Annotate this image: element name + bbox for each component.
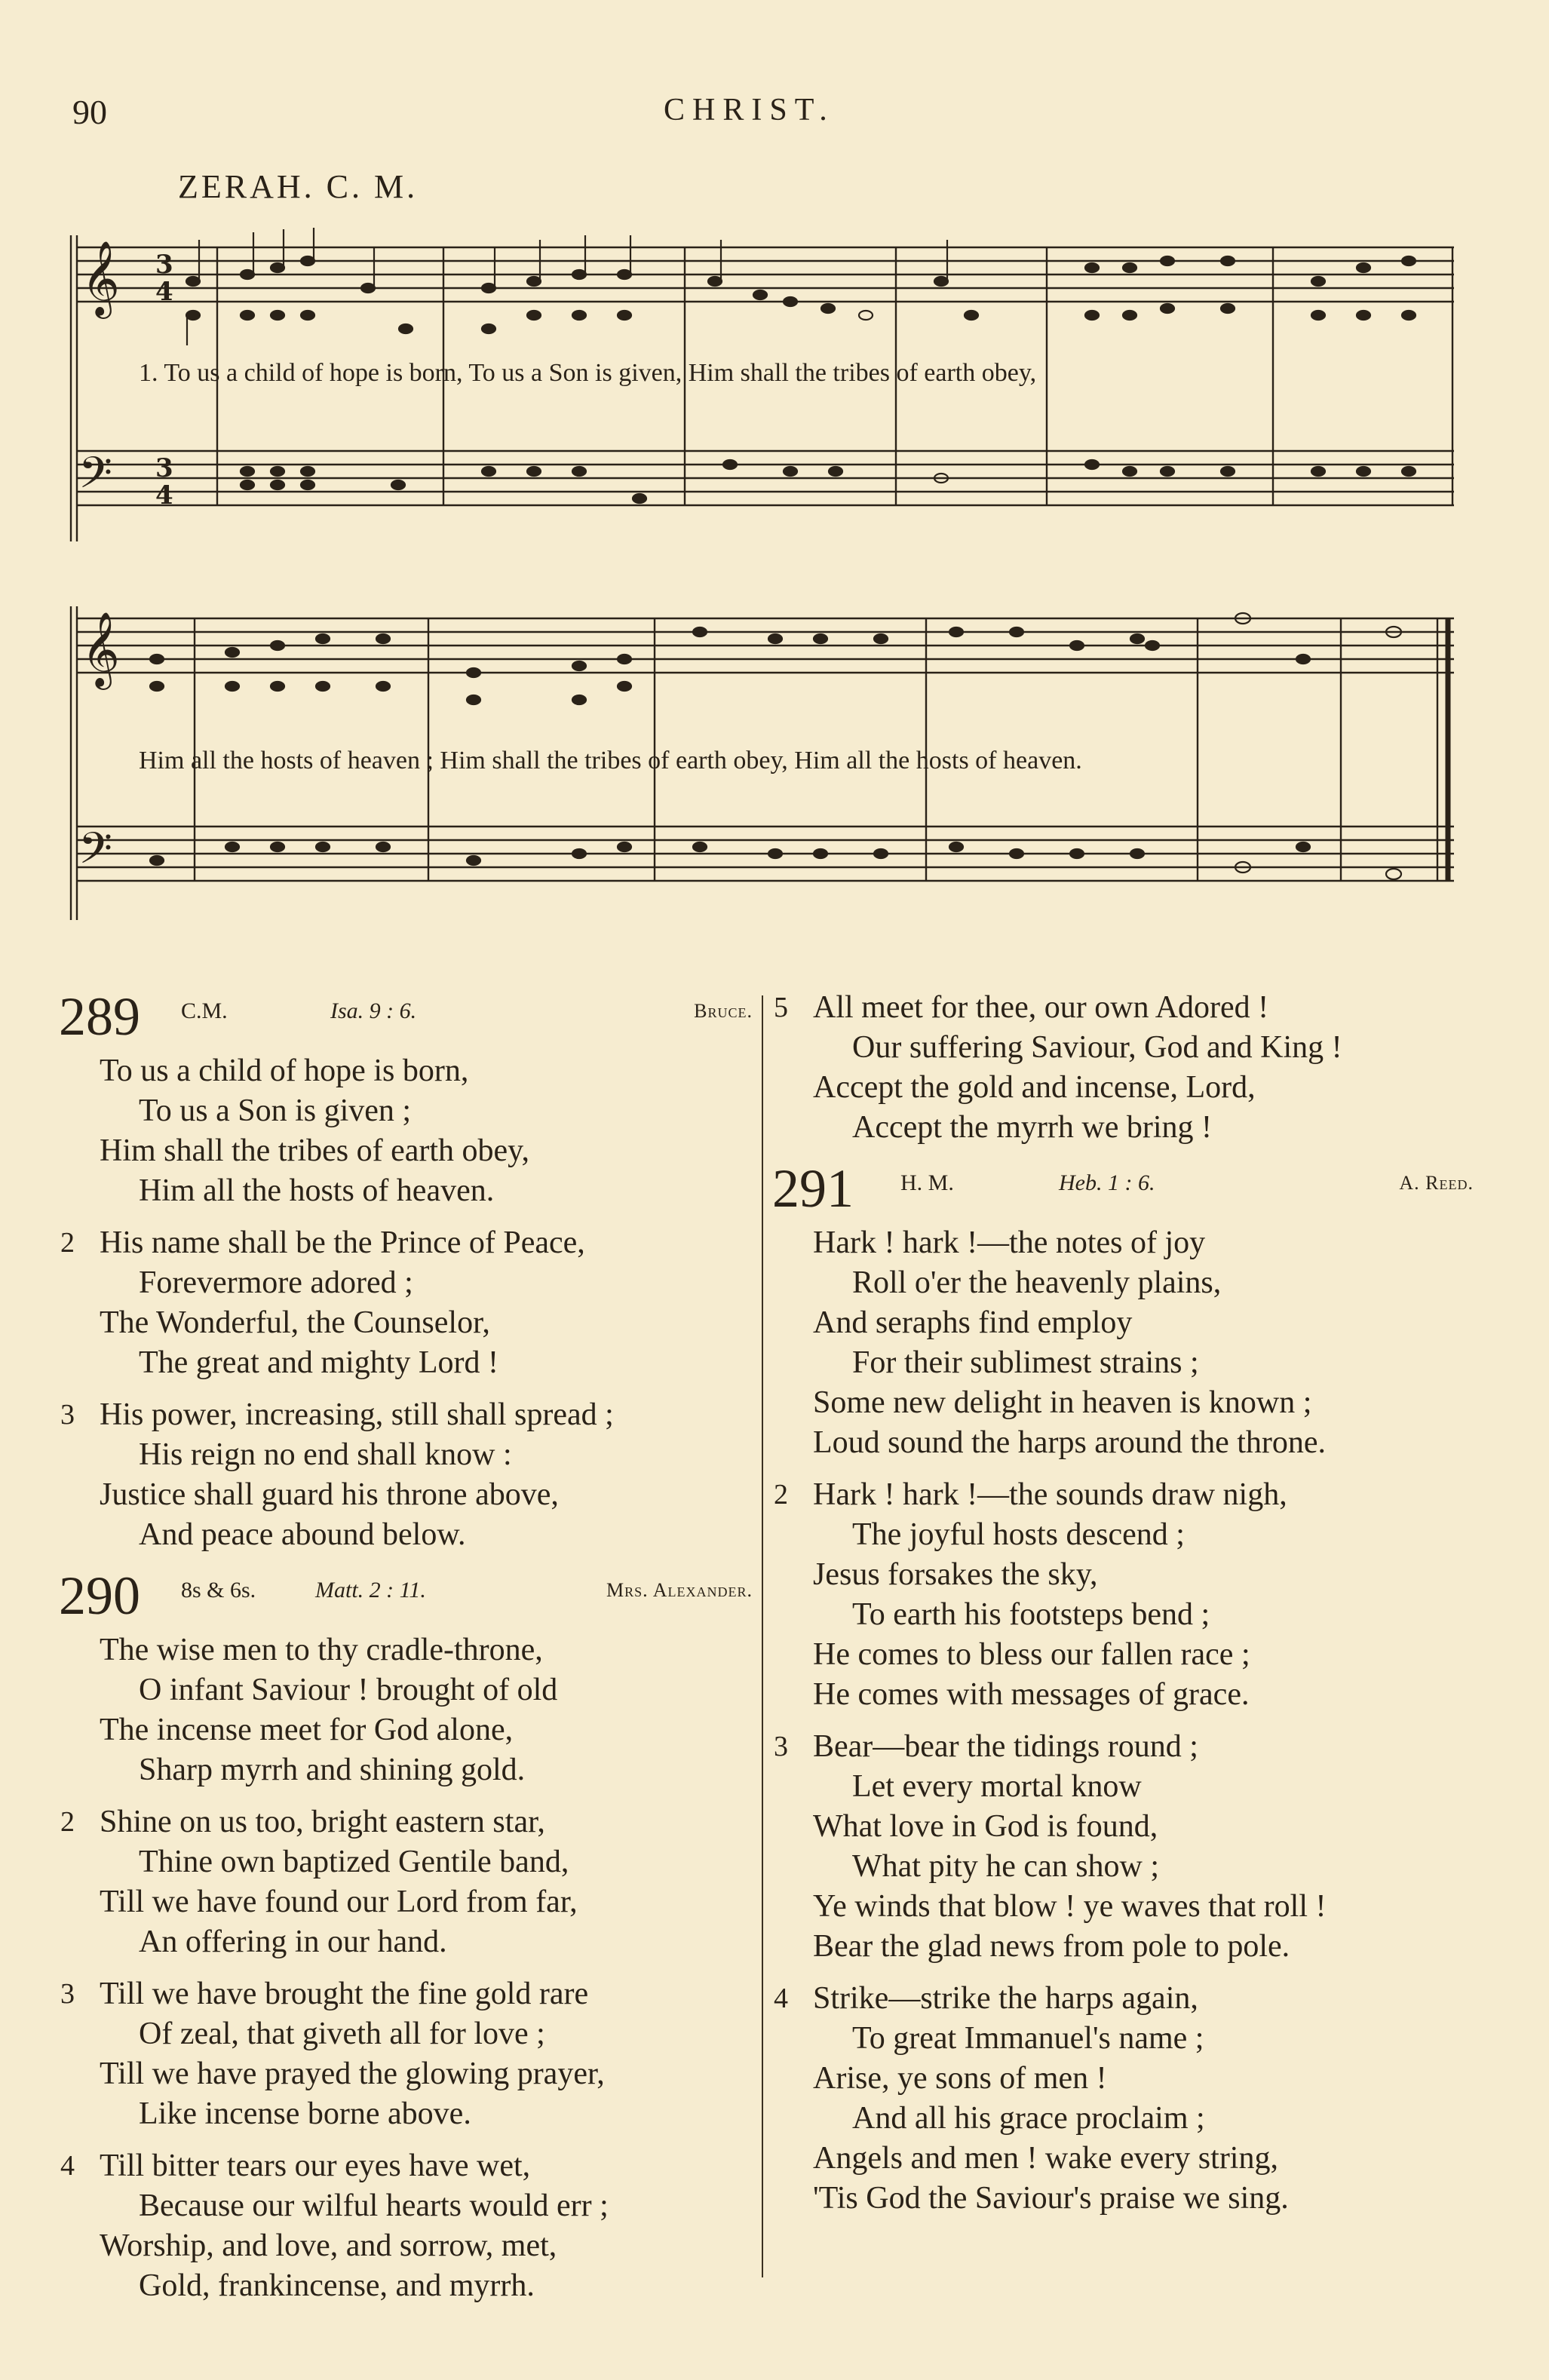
svg-text:𝄞: 𝄞 xyxy=(81,241,120,316)
music-system-1 xyxy=(66,225,1469,541)
hymn-number: 291 xyxy=(772,1158,854,1219)
stanza xyxy=(59,1802,753,1962)
hymn-number: 289 xyxy=(59,986,140,1047)
verse-line: Loud sound the harps around the throne. xyxy=(813,1425,1327,1460)
stanza-number: 3 xyxy=(774,1731,788,1762)
verse-line-numbered xyxy=(772,988,1474,1028)
verse-line: He comes to bless our fallen race ; xyxy=(813,1637,1250,1672)
hymn-290 xyxy=(59,1567,753,2306)
verse-line: Arise, ye sons of men ! xyxy=(813,2061,1107,2096)
hymn-header xyxy=(772,1160,1474,1223)
music-system-2 xyxy=(66,596,1469,920)
verse-line: He comes with messages of grace. xyxy=(813,1677,1250,1712)
verse-line: The incense meet for God alone, xyxy=(100,1713,514,1747)
verse-line: Some new delight in heaven is known ; xyxy=(813,1385,1312,1420)
verse-line: His reign no end shall know : xyxy=(139,1437,512,1472)
verse-line: Till bitter tears our eyes have wet, xyxy=(100,2148,531,2183)
verse-line: Bear the glad news from pole to pole. xyxy=(813,1929,1290,1964)
verse-line-numbered xyxy=(772,1979,1474,2019)
stanza-number: 5 xyxy=(774,992,788,1023)
verse-line: Let every mortal know xyxy=(852,1769,1142,1804)
verse-line: Forevermore adored ; xyxy=(139,1265,413,1300)
verse-line: Gold, frankincense, and myrrh. xyxy=(139,2268,535,2303)
verse-line: And all his grace proclaim ; xyxy=(852,2101,1205,2136)
verse-line: An offering in our hand. xyxy=(139,1925,447,1959)
verse-line: His name shall be the Prince of Peace, xyxy=(100,1225,585,1260)
stanza xyxy=(59,1974,753,2134)
verse-line: To us a child of hope is born, xyxy=(100,1054,469,1088)
stanza-number: 4 xyxy=(774,1983,788,2014)
verse-line: The wise men to thy cradle-throne, xyxy=(100,1633,543,1667)
stanza-number: 2 xyxy=(774,1479,788,1511)
verse-line: Bear—bear the tidings round ; xyxy=(813,1729,1198,1764)
stanza xyxy=(59,1630,753,1790)
verse-line: Ye winds that blow ! ye waves that roll ! xyxy=(813,1889,1327,1924)
verse-line-numbered xyxy=(59,1802,753,1842)
verse-line: The joyful hosts descend ; xyxy=(852,1517,1185,1552)
stanza-number: 3 xyxy=(60,1399,75,1431)
verse-line: Sharp myrrh and shining gold. xyxy=(139,1753,526,1787)
hymn-author: A. Reed. xyxy=(1399,1172,1474,1194)
verse-line-numbered xyxy=(59,1223,753,1263)
verse-line: To great Immanuel's name ; xyxy=(852,2021,1204,2056)
column-divider xyxy=(762,995,763,2277)
svg-text:𝄞: 𝄞 xyxy=(81,612,120,687)
stanza-number: 3 xyxy=(60,1978,75,2010)
verse-line: Till we have brought the fine gold rare xyxy=(100,1977,589,2011)
lyric-line-2: Him all the hosts of heaven ; Him shall the tribes of earth obey, Him all the hosts of heaven. xyxy=(139,747,1082,774)
verse-line: Angels and men ! wake every string, xyxy=(813,2141,1278,2176)
verse-line: Accept the gold and incense, Lord, xyxy=(813,1070,1256,1105)
scripture-reference: Heb. 1 : 6. xyxy=(1059,1170,1155,1195)
verse-line: All meet for thee, our own Adored ! xyxy=(813,990,1269,1025)
running-head: CHRIST. xyxy=(664,93,835,127)
verse-line: And peace abound below. xyxy=(139,1517,466,1552)
stanza xyxy=(772,988,1474,1148)
verse-line: Thine own baptized Gentile band, xyxy=(139,1845,569,1879)
stanza xyxy=(772,1979,1474,2219)
verse-line: The great and mighty Lord ! xyxy=(139,1345,499,1380)
verse-line: Worship, and love, and sorrow, met, xyxy=(100,2228,557,2263)
verse-line: For their sublimest strains ; xyxy=(852,1345,1199,1380)
verse-line: And seraphs find employ xyxy=(813,1305,1133,1340)
verse-line-numbered xyxy=(59,2146,753,2186)
svg-text:4: 4 xyxy=(155,277,173,307)
svg-text:𝄢: 𝄢 xyxy=(78,823,113,885)
verse-line: Hark ! hark !—the sounds draw nigh, xyxy=(813,1477,1287,1512)
verse-line: Our suffering Saviour, God and King ! xyxy=(852,1030,1342,1065)
scripture-reference: Matt. 2 : 11. xyxy=(315,1578,426,1603)
stanza-number: 2 xyxy=(60,1806,75,1838)
stanza-number: 2 xyxy=(60,1227,75,1259)
verse-line-numbered xyxy=(772,1475,1474,1515)
verse-line: Till we have found our Lord from far, xyxy=(100,1885,578,1919)
stanza xyxy=(772,1475,1474,1715)
scripture-reference: Isa. 9 : 6. xyxy=(330,998,417,1023)
hymn-header xyxy=(59,988,753,1051)
verse-line: Accept the myrrh we bring ! xyxy=(852,1110,1212,1145)
hymn-header xyxy=(59,1567,753,1630)
svg-text:4: 4 xyxy=(155,480,173,511)
verse-line: Jesus forsakes the sky, xyxy=(813,1557,1098,1592)
stanza xyxy=(772,1727,1474,1967)
stanza xyxy=(59,1395,753,1555)
verse-line: Hark ! hark !—the notes of joy xyxy=(813,1225,1206,1260)
verse-line-numbered xyxy=(772,1727,1474,1767)
svg-text:3: 3 xyxy=(155,250,173,280)
stanza xyxy=(59,1223,753,1383)
verse-line: 'Tis God the Saviour's praise we sing. xyxy=(813,2181,1289,2216)
hymn-meter: 8s & 6s. xyxy=(181,1578,256,1603)
stanza xyxy=(59,1051,753,1211)
stanza xyxy=(772,1223,1474,1463)
verse-line: What love in God is found, xyxy=(813,1809,1158,1844)
verse-line-numbered xyxy=(59,1974,753,2014)
hymn-author: Mrs. Alexander. xyxy=(606,1579,753,1601)
hymn-meter: H. M. xyxy=(900,1170,954,1195)
verse-line: To us a Son is given ; xyxy=(139,1093,412,1128)
verse-line: To earth his footsteps bend ; xyxy=(852,1597,1210,1632)
hymn-author: Bruce. xyxy=(694,1000,753,1022)
verse-line: Till we have prayed the glowing prayer, xyxy=(100,2056,605,2091)
verse-line: Strike—strike the harps again, xyxy=(813,1981,1198,2016)
page-number: 90 xyxy=(72,93,107,131)
lyric-line-1: 1. To us a child of hope is born, To us a Son is given, Him shall the tribes of earth obey, xyxy=(139,359,1037,387)
verse-line: Because our wilful hearts would err ; xyxy=(139,2188,609,2223)
verse-line: Roll o'er the heavenly plains, xyxy=(852,1265,1222,1300)
verse-line: Like incense borne above. xyxy=(139,2096,471,2131)
verse-line: O infant Saviour ! brought of old xyxy=(139,1673,558,1707)
svg-text:𝄢: 𝄢 xyxy=(78,447,113,509)
verse-line: His power, increasing, still shall spread ; xyxy=(100,1397,614,1432)
verse-line: Him shall the tribes of earth obey, xyxy=(100,1133,529,1168)
svg-text:3: 3 xyxy=(155,453,173,483)
hymn-291 xyxy=(772,1160,1474,2219)
verse-line: Of zeal, that giveth all for love ; xyxy=(139,2017,545,2051)
right-column xyxy=(772,988,1474,2231)
verse-line: Justice shall guard his throne above, xyxy=(100,1477,559,1512)
verse-line: The Wonderful, the Counselor, xyxy=(100,1305,490,1340)
stanza xyxy=(59,2146,753,2306)
hymn-289 xyxy=(59,988,753,1555)
verse-line: What pity he can show ; xyxy=(852,1849,1160,1884)
verse-line: Shine on us too, bright eastern star, xyxy=(100,1805,545,1839)
tune-title: ZERAH. C. M. xyxy=(178,168,419,205)
verse-line-numbered xyxy=(59,1395,753,1435)
hymn-number: 290 xyxy=(59,1566,140,1626)
verse-line: Him all the hosts of heaven. xyxy=(139,1173,495,1208)
left-column xyxy=(59,988,753,2318)
hymn-meter: C.M. xyxy=(181,998,228,1023)
stanza-number: 4 xyxy=(60,2150,75,2182)
